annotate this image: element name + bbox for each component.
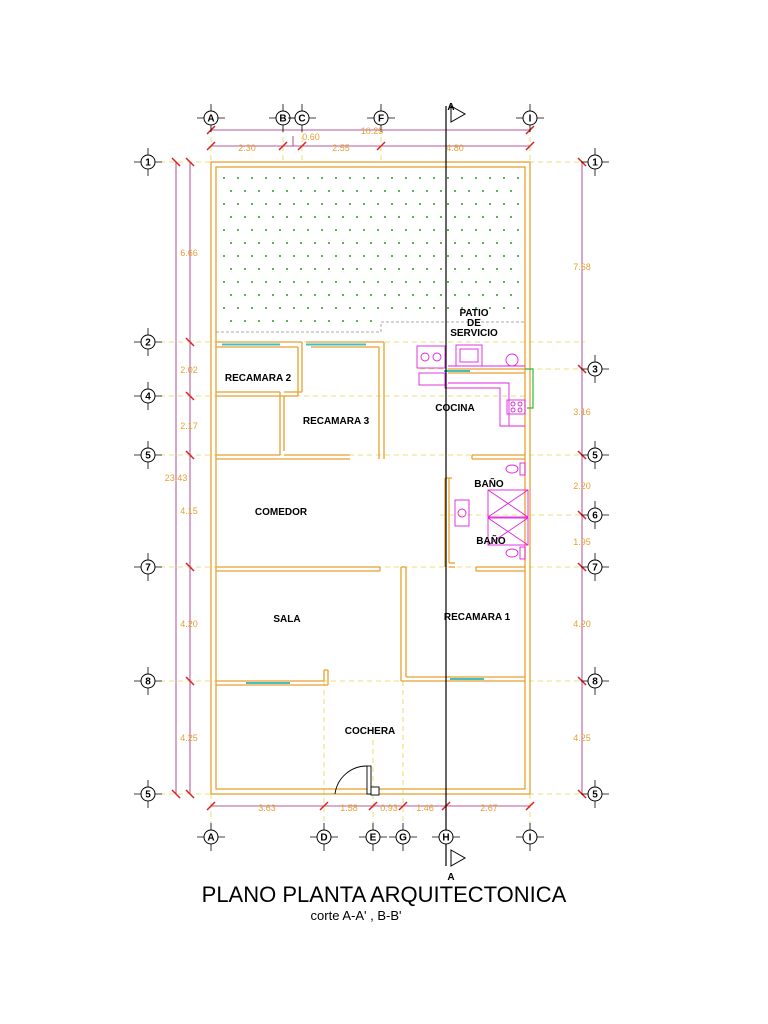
axis-marker-right-1 xyxy=(581,355,609,383)
dim-right-3: 2.20 xyxy=(573,481,591,491)
axis-marker-right-3 xyxy=(581,501,609,529)
dim-top-2: 2.55 xyxy=(332,143,350,153)
room-label-recamara-2: RECAMARA 2 xyxy=(224,373,292,384)
section-label-bottom: A xyxy=(447,872,455,883)
axis-marker-bottom-i xyxy=(516,823,544,851)
dim-right-2: 3.16 xyxy=(573,407,591,417)
axis-marker-bottom-e xyxy=(359,823,387,851)
section-label-top: A xyxy=(447,102,455,113)
dim-top-total: 10.25 xyxy=(360,126,384,136)
room-label-bano-2: BAÑO xyxy=(476,536,506,547)
room-label-patio-1: PATIO xyxy=(459,308,489,319)
svg-text:2: 2 xyxy=(145,337,151,349)
axis-marker-left-6 xyxy=(134,780,162,808)
axis-marker-left-0 xyxy=(134,148,162,176)
stove-fixture xyxy=(507,400,525,414)
svg-text:I: I xyxy=(528,832,532,844)
boiler-fixture xyxy=(506,354,518,366)
dim-right-6: 4.25 xyxy=(573,733,591,743)
dim-right-5: 4.20 xyxy=(573,619,591,629)
dim-left-5: 4.20 xyxy=(180,619,198,629)
svg-text:A: A xyxy=(207,113,215,125)
svg-text:5: 5 xyxy=(592,789,598,801)
svg-text:7: 7 xyxy=(145,562,151,574)
axis-marker-top-a xyxy=(197,104,225,132)
svg-text:D: D xyxy=(320,832,328,844)
axis-marker-left-1 xyxy=(134,328,162,356)
svg-text:G: G xyxy=(399,832,407,844)
svg-text:5: 5 xyxy=(145,789,151,801)
room-label-comedor: COMEDOR xyxy=(254,507,308,518)
svg-text:4: 4 xyxy=(145,391,151,403)
room-label-patio-2: DE xyxy=(467,318,481,329)
svg-text:I: I xyxy=(528,113,532,125)
axis-marker-left-4 xyxy=(134,553,162,581)
axis-marker-left-5 xyxy=(134,667,162,695)
room-label-cochera: COCHERA xyxy=(344,726,396,737)
axis-marker-top-c xyxy=(288,104,316,132)
svg-text:6: 6 xyxy=(592,510,598,522)
svg-text:5: 5 xyxy=(145,450,151,462)
dim-left-3: 2.17 xyxy=(180,421,198,431)
drawing-title: PLANO PLANTA ARQUITECTONICA xyxy=(201,882,567,907)
axis-marker-right-4 xyxy=(581,553,609,581)
axis-marker-right-0 xyxy=(581,148,609,176)
walls xyxy=(211,162,530,794)
svg-text:7: 7 xyxy=(592,562,598,574)
svg-text:5: 5 xyxy=(592,450,598,462)
room-label-cocina: COCINA xyxy=(435,403,475,414)
dim-bottom-4: 1.46 xyxy=(416,803,434,813)
dim-bottom-1: 3.63 xyxy=(258,803,276,813)
dim-top-offset: 0.60 xyxy=(302,132,320,142)
axis-markers xyxy=(134,104,609,851)
toilet-1-fixture xyxy=(506,465,518,473)
svg-text:B: B xyxy=(279,113,287,125)
axis-marker-bottom-g xyxy=(389,823,417,851)
svg-text:F: F xyxy=(377,113,385,125)
axis-marker-left-3 xyxy=(134,441,162,469)
axis-marker-top-i xyxy=(516,104,544,132)
dim-left-6: 4.25 xyxy=(180,733,198,743)
axis-marker-right-6 xyxy=(581,780,609,808)
room-label-recamara-1: RECAMARA 1 xyxy=(443,612,511,623)
dim-left-total: 23.43 xyxy=(164,473,188,483)
axis-marker-bottom-h xyxy=(432,823,460,851)
entry-door xyxy=(335,766,379,795)
svg-text:C: C xyxy=(298,113,306,125)
room-label-recamara-3: RECAMARA 3 xyxy=(302,416,370,427)
axis-marker-right-2 xyxy=(581,441,609,469)
axis-marker-left-2 xyxy=(134,382,162,410)
svg-text:A: A xyxy=(207,832,215,844)
axis-marker-bottom-d xyxy=(310,823,338,851)
dim-bottom-5: 2.67 xyxy=(480,803,498,813)
room-label-bano-1: BAÑO xyxy=(474,479,504,490)
dim-left-4: 4.15 xyxy=(180,506,198,516)
room-label-patio-3: SERVICIO xyxy=(450,328,498,339)
svg-text:3: 3 xyxy=(592,364,598,376)
dim-bottom-2: 1.58 xyxy=(340,803,358,813)
axis-marker-bottom-a xyxy=(197,823,225,851)
lavatory-fixture xyxy=(455,500,469,526)
dim-left-2: 2.02 xyxy=(180,365,198,375)
fixtures xyxy=(417,345,528,559)
svg-text:8: 8 xyxy=(592,676,598,688)
svg-text:E: E xyxy=(369,832,377,844)
dim-right-4: 1.95 xyxy=(573,537,591,547)
dim-top-1: 2.30 xyxy=(238,143,256,153)
svg-text:H: H xyxy=(442,832,450,844)
dimension-lines xyxy=(176,130,582,806)
counter-fixture xyxy=(419,373,445,385)
grid-lines xyxy=(160,128,585,825)
patio-grass-pattern xyxy=(223,177,519,322)
dimension-ticks xyxy=(172,126,586,810)
toilet-2-fixture xyxy=(506,549,518,557)
room-label-sala: SALA xyxy=(273,614,301,625)
gas-line xyxy=(525,369,533,408)
drawing-subtitle: corte A-A' , B-B' xyxy=(310,908,402,923)
axis-marker-right-5 xyxy=(581,667,609,695)
svg-text:1: 1 xyxy=(592,157,598,169)
svg-text:1: 1 xyxy=(145,157,151,169)
dim-bottom-3: 0.93 xyxy=(380,803,398,813)
svg-text:8: 8 xyxy=(145,676,151,688)
dim-left-1: 6.66 xyxy=(180,248,198,258)
dim-top-3: 4.80 xyxy=(446,143,464,153)
dim-right-1: 7.68 xyxy=(573,262,591,272)
